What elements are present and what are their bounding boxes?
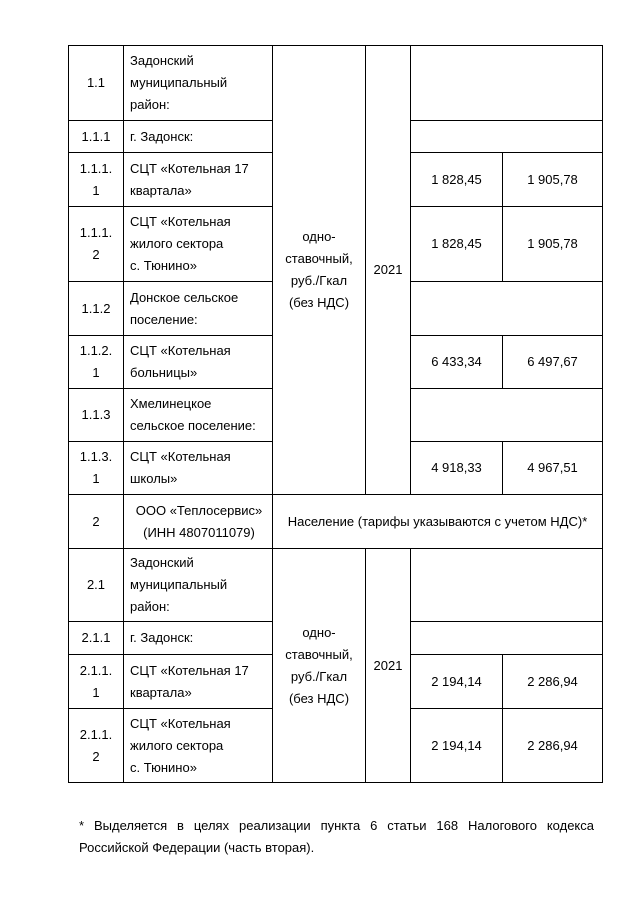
value-cell-empty [411,622,603,655]
row-name: г. Задонск: [124,622,273,655]
row-number: 1.1.2 [69,282,124,336]
tariff-table [68,45,603,783]
table-row-organization [69,495,603,549]
tariff-value-first-half: 4 918,33 [411,442,503,495]
value-cell-empty [411,46,603,121]
row-name: г. Задонск: [124,121,273,153]
table-row [69,46,603,121]
tariff-value-first-half: 2 194,14 [411,655,503,709]
row-number: 1.1.1. 2 [69,207,124,282]
row-name: Задонский муниципальный район: [124,46,273,121]
row-name: СЦТ «Котельная 17 квартала» [124,153,273,207]
tariff-value-second-half: 2 286,94 [503,709,603,783]
row-name: СЦТ «Котельная жилого сектора с. Тюнино» [124,709,273,783]
value-cell-empty [411,121,603,153]
tariff-value-second-half: 4 967,51 [503,442,603,495]
value-cell-empty [411,549,603,622]
row-number: 2.1.1 [69,622,124,655]
population-note: Население (тарифы указываются с учетом НДС)* [273,495,603,549]
row-name: СЦТ «Котельная школы» [124,442,273,495]
tariff-value-first-half: 2 194,14 [411,709,503,783]
row-number: 1.1.2. 1 [69,336,124,389]
value-cell-empty [411,389,603,442]
tariff-table-body [69,46,603,783]
value-cell-empty [411,282,603,336]
row-number: 1.1.3 [69,389,124,442]
tariff-value-first-half: 1 828,45 [411,153,503,207]
row-name: Задонский муниципальный район: [124,549,273,622]
tariff-value-second-half: 1 905,78 [503,207,603,282]
org-number: 2 [69,495,124,549]
row-name: Хмелинецкое сельское поселение: [124,389,273,442]
tariff-value-second-half: 1 905,78 [503,153,603,207]
footnote: * Выделяется в целях реализации пункта 6 статьи 168 Налогового кодекса Российской Федерации (часть вторая). [79,818,594,855]
tariff-value-second-half: 2 286,94 [503,655,603,709]
row-number: 1.1.1 [69,121,124,153]
row-number: 2.1.1. 2 [69,709,124,783]
row-number: 2.1.1. 1 [69,655,124,709]
row-name: СЦТ «Котельная больницы» [124,336,273,389]
row-number: 1.1.1. 1 [69,153,124,207]
tariff-type: одно- ставочный, руб./Гкал (без НДС) [273,46,366,495]
tariff-value-first-half: 6 433,34 [411,336,503,389]
tariff-type: одно- ставочный, руб./Гкал (без НДС) [273,549,366,783]
org-name: ООО «Теплосервис» (ИНН 4807011079) [124,495,273,549]
row-number: 2.1 [69,549,124,622]
row-number: 1.1.3. 1 [69,442,124,495]
row-name: СЦТ «Котельная 17 квартала» [124,655,273,709]
tariff-year: 2021 [366,46,411,495]
tariff-value-second-half: 6 497,67 [503,336,603,389]
table-row [69,549,603,622]
tariff-value-first-half: 1 828,45 [411,207,503,282]
row-number: 1.1 [69,46,124,121]
row-name: СЦТ «Котельная жилого сектора с. Тюнино» [124,207,273,282]
row-name: Донское сельское поселение: [124,282,273,336]
tariff-year: 2021 [366,549,411,783]
